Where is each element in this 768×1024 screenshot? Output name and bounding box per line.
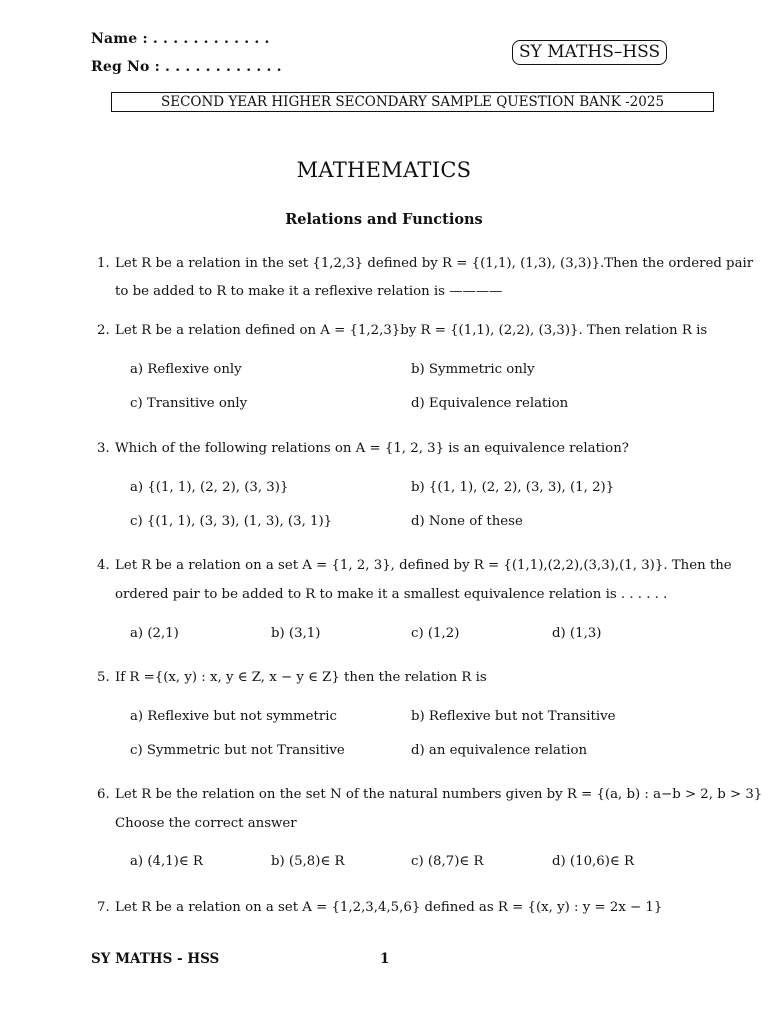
course-badge: SY MATHS–HSS: [512, 40, 667, 65]
question-number: 2.: [97, 323, 110, 338]
question-text: Which of the following relations on A = {1, 2, 3} is an equivalence relation?: [115, 441, 629, 456]
q6-option-c: c) (8,7)∈ R: [411, 854, 484, 869]
q2-option-a: a) Reflexive only: [130, 362, 242, 377]
q4-option-b: b) (3,1): [271, 626, 321, 641]
q2-option-b: b) Symmetric only: [411, 362, 535, 377]
question-text: Let R be a relation defined on A = {1,2,3}by R = {(1,1), (2,2), (3,3)}. Then relation R is: [115, 323, 708, 338]
question-text: Let R be a relation on a set A = {1,2,3,4,5,6} defined as R = {(x, y) : y = 2x − 1}: [115, 900, 663, 915]
q5-option-c: c) Symmetric but not Transitive: [130, 743, 345, 758]
q2-option-c: c) Transitive only: [130, 396, 248, 411]
q6-option-a: a) (4,1)∈ R: [130, 854, 203, 869]
question-text: Let R be a relation in the set {1,2,3} defined by R = {(1,1), (1,3), (3,3)}.Then the ordered pair: [115, 256, 754, 271]
question-number: 5.: [97, 670, 110, 685]
question-2: [97, 323, 707, 338]
question-text: Let R be a relation on a set A = {1, 2, 3}, defined by R = {(1,1),(2,2),(3,3),(1, 3)}. Then the: [115, 558, 732, 573]
q5-option-d: d) an equivalence relation: [411, 743, 588, 758]
footer-course-label: SY MATHS - HSS: [91, 951, 220, 967]
question-7: [97, 900, 662, 915]
question-4: [97, 558, 732, 573]
question-number: 3.: [97, 441, 110, 456]
question-text: Let R be the relation on the set N of the natural numbers given by R = {(a, b) : a−b > 2, b > 3}: [115, 787, 763, 802]
question-3: [97, 441, 629, 456]
regno-field-label: Reg No : . . . . . . . . . . . .: [91, 59, 282, 75]
name-field-label: Name : . . . . . . . . . . . .: [91, 31, 270, 47]
question-4-line-2: ordered pair to be added to R to make it a smallest equivalence relation is . . . . . .: [115, 587, 668, 602]
q5-option-a: a) Reflexive but not symmetric: [130, 709, 337, 724]
q3-option-a: a) {(1, 1), (2, 2), (3, 3)}: [130, 480, 289, 495]
q3-option-b: b) {(1, 1), (2, 2), (3, 3), (1, 2)}: [411, 480, 615, 495]
question-1: [97, 256, 753, 271]
q6-option-b: b) (5,8)∈ R: [271, 854, 345, 869]
question-1-line-2: to be added to R to make it a reflexive relation is ————: [115, 284, 503, 299]
question-5: [97, 670, 487, 685]
q3-option-d: d) None of these: [411, 514, 523, 529]
q4-option-c: c) (1,2): [411, 626, 460, 641]
question-number: 7.: [97, 900, 110, 915]
q5-option-b: b) Reflexive but not Transitive: [411, 709, 616, 724]
question-6-line-2: Choose the correct answer: [115, 816, 297, 831]
question-number: 1.: [97, 256, 110, 271]
question-number: 4.: [97, 558, 110, 573]
q6-option-d: d) (10,6)∈ R: [552, 854, 634, 869]
question-bank-banner: SECOND YEAR HIGHER SECONDARY SAMPLE QUESTION BANK -2025: [111, 92, 714, 112]
page-number: 1: [380, 951, 390, 967]
q4-option-a: a) (2,1): [130, 626, 179, 641]
question-text: If R ={(x, y) : x, y ∈ Z, x − y ∈ Z} then the relation R is: [115, 670, 487, 685]
page-title: MATHEMATICS: [296, 158, 472, 182]
question-6: [97, 787, 762, 802]
question-number: 6.: [97, 787, 110, 802]
q2-option-d: d) Equivalence relation: [411, 396, 569, 411]
section-subtitle: Relations and Functions: [285, 211, 483, 228]
q3-option-c: c) {(1, 1), (3, 3), (1, 3), (3, 1)}: [130, 514, 333, 529]
q4-option-d: d) (1,3): [552, 626, 602, 641]
